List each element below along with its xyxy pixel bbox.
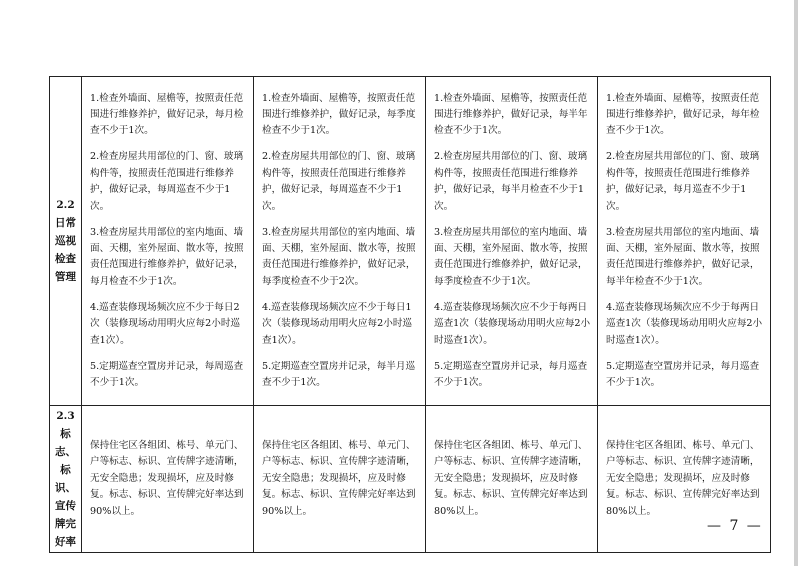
- list-item: 保持住宅区各组团、栋号、单元门、户等标志、标识、宣传牌字迹清晰，无安全隐患；发现损坏，应及时修复。标志、标识、宣传牌完好率达到80%以上。: [434, 440, 588, 517]
- row-label-line: 2.2: [56, 199, 75, 212]
- cell-level-1: [82, 406, 254, 553]
- list-item: 3.检查房屋共用部位的室内地面、墙面、天棚，室外屋面、散水等，按照责任范围进行维修养护，做好记录，每半年检查不少于1次。: [606, 226, 760, 287]
- list-item: 3.检查房屋共用部位的室内地面、墙面、天棚，室外屋面、散水等，按照责任范围进行维修养护，做好记录，每季度检查不少于1次。: [434, 226, 588, 287]
- row-label-daily-inspection: [50, 77, 82, 406]
- list-item: 5.定期巡查空置房并记录，每周巡查不少于1次。: [90, 360, 244, 389]
- row-label-line: 日常: [55, 217, 76, 230]
- cell-level-1: [82, 77, 254, 406]
- list-item: 2.检查房屋共用部位的门、窗、玻璃构件等，按照责任范围进行维修养护，做好记录，每周巡查不少于1次。: [262, 151, 416, 212]
- row-label-line: 好率: [55, 536, 76, 549]
- list-item: 2.检查房屋共用部位的门、窗、玻璃构件等，按照责任范围进行维修养护，做好记录，每月巡查不少于1次。: [606, 151, 760, 212]
- row-label-line: 2.3: [56, 410, 75, 423]
- list-item: 4.巡查装修现场频次应不少于每日2次（装修现场动用明火应每2小时巡查1次）。: [90, 301, 241, 346]
- cell-level-2: [254, 406, 426, 553]
- cell-level-3: [426, 406, 598, 553]
- scan-edge: [794, 0, 798, 566]
- row-label-line: 宣传: [55, 500, 76, 513]
- row-label-line: 志、: [55, 446, 76, 459]
- list-item: 1.检查外墙面、屋檐等，按照责任范围进行维修养护，做好记录，每半年检查不少于1次。: [434, 92, 588, 137]
- row-label-line: 标: [60, 464, 71, 477]
- list-item: 5.定期巡查空置房并记录，每月巡查不少于1次。: [606, 360, 760, 389]
- list-item: 保持住宅区各组团、栋号、单元门、户等标志、标识、宣传牌字迹清晰，无安全隐患；发现损坏，应及时修复。标志、标识、宣传牌完好率达到90%以上。: [262, 440, 416, 517]
- list-item: 1.检查外墙面、屋檐等，按照责任范围进行维修养护，做好记录，每月检查不少于1次。: [90, 92, 244, 137]
- list-item: 4.巡查装修现场频次应不少于每两日巡查1次（装修现场动用明火应每2小时巡查1次）。: [434, 301, 591, 346]
- list-item: 3.检查房屋共用部位的室内地面、墙面、天棚，室外屋面、散水等，按照责任范围进行维修养护，做好记录，每季度检查不少于2次。: [262, 226, 416, 287]
- cell-level-2: [254, 77, 426, 406]
- cell-level-4: [598, 77, 771, 406]
- row-label-line: 识、: [55, 482, 76, 495]
- table-row-signage: [50, 406, 771, 553]
- page-number: — 7 —: [707, 518, 763, 534]
- list-item: 4.巡查装修现场频次应不少于每日1次（装修现场动用明火应每2小时巡查1次）。: [262, 301, 413, 346]
- row-label-line: 管理: [55, 271, 76, 284]
- table-row-daily-inspection: [50, 77, 771, 406]
- list-item: 1.检查外墙面、屋檐等，按照责任范围进行维修养护，做好记录，每季度检查不少于1次。: [262, 92, 416, 137]
- list-item: 1.检查外墙面、屋檐等，按照责任范围进行维修养护，做好记录，每年检查不少于1次。: [606, 92, 760, 137]
- row-label-line: 牌完: [55, 518, 76, 531]
- list-item: 2.检查房屋共用部位的门、窗、玻璃构件等，按照责任范围进行维修养护，做好记录，每半月检查不少于1次。: [434, 151, 588, 212]
- list-item: 3.检查房屋共用部位的室内地面、墙面、天棚，室外屋面、散水等，按照责任范围进行维修养护，做好记录，每月检查不少于1次。: [90, 226, 244, 287]
- row-label-line: 检查: [55, 253, 76, 266]
- row-label-line: 标: [60, 428, 71, 441]
- table: [49, 76, 771, 553]
- list-item: 保持住宅区各组团、栋号、单元门、户等标志、标识、宣传牌字迹清晰，无安全隐患；发现损坏，应及时修复。标志、标识、宣传牌完好率达到80%以上。: [606, 440, 760, 517]
- list-item: 4.巡查装修现场频次应不少于每两日巡查1次（装修现场动用明火应每2小时巡查1次）。: [606, 301, 763, 346]
- row-label-signage: [50, 406, 82, 553]
- list-item: 2.检查房屋共用部位的门、窗、玻璃构件等，按照责任范围进行维修养护，做好记录，每周巡查不少于1次。: [90, 151, 244, 212]
- standards-table: [49, 76, 770, 549]
- row-label-line: 巡视: [55, 235, 76, 248]
- list-item: 保持住宅区各组团、栋号、单元门、户等标志、标识、宣传牌字迹清晰，无安全隐患；发现损坏，应及时修复。标志、标识、宣传牌完好率达到90%以上。: [90, 440, 244, 517]
- list-item: 5.定期巡查空置房并记录，每半月巡查不少于1次。: [262, 360, 416, 389]
- list-item: 5.定期巡查空置房并记录，每月巡查不少于1次。: [434, 360, 588, 389]
- cell-level-3: [426, 77, 598, 406]
